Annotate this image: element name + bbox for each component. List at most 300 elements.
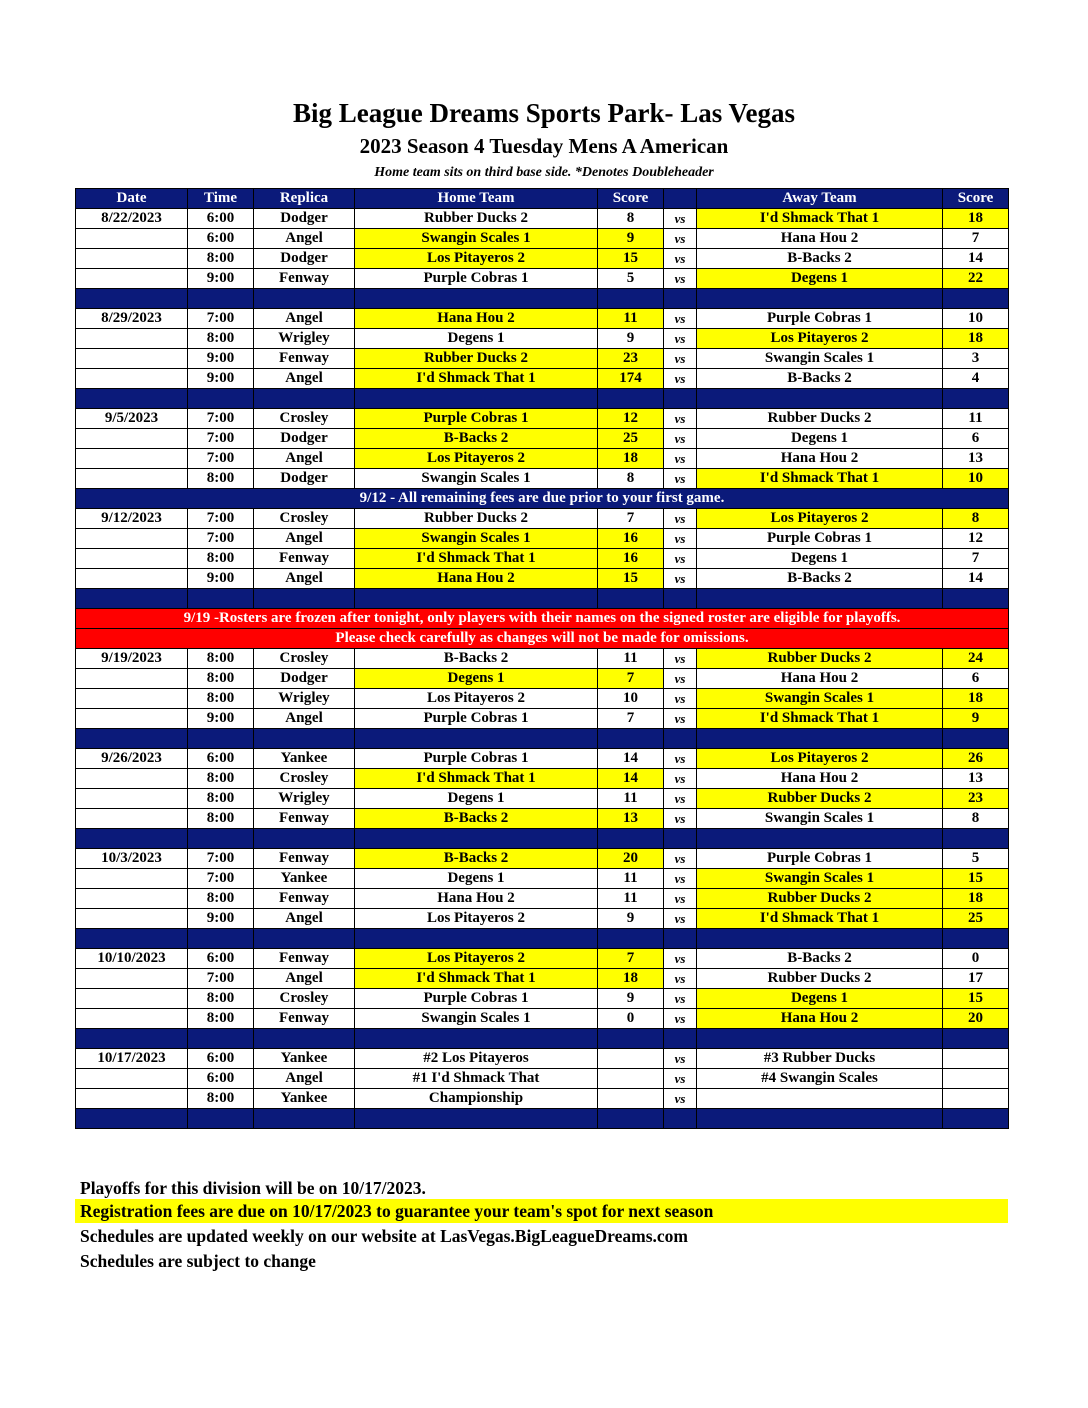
- game-row: [76, 849, 1009, 869]
- game-time: 9:00: [188, 909, 254, 929]
- home-score: 11: [598, 309, 664, 329]
- game-field: Dodger: [254, 669, 355, 689]
- away-score: 10: [943, 469, 1009, 489]
- game-date: 9/5/2023: [76, 409, 188, 429]
- game-row: [76, 969, 1009, 989]
- game-time: 7:00: [188, 509, 254, 529]
- game-time: 9:00: [188, 569, 254, 589]
- game-row: [76, 329, 1009, 349]
- game-row: [76, 649, 1009, 669]
- home-score: 12: [598, 409, 664, 429]
- separator-cell: [188, 829, 254, 849]
- game-time: 7:00: [188, 969, 254, 989]
- game-field: Wrigley: [254, 689, 355, 709]
- home-score: [598, 1049, 664, 1069]
- home-team: Hana Hou 2: [355, 309, 598, 329]
- vs-label: vs: [664, 649, 697, 669]
- game-row: [76, 669, 1009, 689]
- away-score: 18: [943, 689, 1009, 709]
- away-team: #3 Rubber Ducks: [697, 1049, 943, 1069]
- home-team: Purple Cobras 1: [355, 989, 598, 1009]
- away-team: Degens 1: [697, 269, 943, 289]
- game-row: [76, 869, 1009, 889]
- game-time: 7:00: [188, 849, 254, 869]
- separator-cell: [598, 729, 664, 749]
- home-score: 11: [598, 649, 664, 669]
- separator-cell: [355, 829, 598, 849]
- vs-label: vs: [664, 309, 697, 329]
- game-date: 9/26/2023: [76, 749, 188, 769]
- game-time: 8:00: [188, 1009, 254, 1029]
- home-score: 5: [598, 269, 664, 289]
- home-score: 25: [598, 429, 664, 449]
- away-team: [697, 1089, 943, 1109]
- separator-cell: [254, 389, 355, 409]
- away-team: Rubber Ducks 2: [697, 789, 943, 809]
- away-score: 23: [943, 789, 1009, 809]
- page-title: Big League Dreams Sports Park- Las Vegas: [292, 98, 796, 128]
- game-time: 8:00: [188, 669, 254, 689]
- away-score: 9: [943, 709, 1009, 729]
- separator-cell: [355, 1029, 598, 1049]
- separator-cell: [76, 1109, 188, 1129]
- separator-cell: [697, 1029, 943, 1049]
- vs-label: vs: [664, 429, 697, 449]
- game-row: [76, 549, 1009, 569]
- separator-row: [76, 729, 1009, 749]
- home-team: Rubber Ducks 2: [355, 349, 598, 369]
- game-field: Dodger: [254, 429, 355, 449]
- vs-label: vs: [664, 269, 697, 289]
- vs-label: vs: [664, 689, 697, 709]
- away-team: Los Pitayeros 2: [697, 509, 943, 529]
- vs-label: vs: [664, 889, 697, 909]
- separator-cell: [76, 589, 188, 609]
- away-score: 25: [943, 909, 1009, 929]
- game-field: Wrigley: [254, 789, 355, 809]
- game-row: [76, 769, 1009, 789]
- away-team: Hana Hou 2: [697, 229, 943, 249]
- game-date: [76, 429, 188, 449]
- away-team: B-Backs 2: [697, 369, 943, 389]
- home-team: #2 Los Pitayeros: [355, 1049, 598, 1069]
- vs-label: vs: [664, 349, 697, 369]
- home-team: Los Pitayeros 2: [355, 689, 598, 709]
- away-score: 18: [943, 329, 1009, 349]
- vs-label: vs: [664, 369, 697, 389]
- game-row: [76, 989, 1009, 1009]
- game-time: 6:00: [188, 749, 254, 769]
- home-score: 11: [598, 869, 664, 889]
- away-score: 7: [943, 229, 1009, 249]
- away-team: Degens 1: [697, 429, 943, 449]
- separator-cell: [943, 589, 1009, 609]
- separator-cell: [76, 289, 188, 309]
- home-team: Hana Hou 2: [355, 889, 598, 909]
- game-field: Crosley: [254, 649, 355, 669]
- game-field: Angel: [254, 909, 355, 929]
- home-team: #1 I'd Shmack That: [355, 1069, 598, 1089]
- game-field: Crosley: [254, 989, 355, 1009]
- game-field: Dodger: [254, 469, 355, 489]
- game-field: Angel: [254, 529, 355, 549]
- vs-label: vs: [664, 989, 697, 1009]
- vs-label: vs: [664, 869, 697, 889]
- vs-label: vs: [664, 249, 697, 269]
- away-team: Purple Cobras 1: [697, 529, 943, 549]
- game-field: Angel: [254, 449, 355, 469]
- separator-cell: [355, 289, 598, 309]
- separator-cell: [697, 829, 943, 849]
- game-row: [76, 709, 1009, 729]
- separator-cell: [254, 729, 355, 749]
- home-team: B-Backs 2: [355, 649, 598, 669]
- game-row: [76, 789, 1009, 809]
- home-team: Degens 1: [355, 789, 598, 809]
- separator-cell: [355, 1109, 598, 1129]
- home-score: 11: [598, 889, 664, 909]
- alert-row: [76, 609, 1009, 629]
- game-time: 7:00: [188, 309, 254, 329]
- game-field: Fenway: [254, 949, 355, 969]
- separator-cell: [598, 829, 664, 849]
- game-row: [76, 1089, 1009, 1109]
- home-score: 15: [598, 249, 664, 269]
- header-vs: [664, 189, 697, 209]
- game-row: [76, 269, 1009, 289]
- game-date: [76, 269, 188, 289]
- game-time: 8:00: [188, 689, 254, 709]
- away-score: 13: [943, 449, 1009, 469]
- game-time: 7:00: [188, 409, 254, 429]
- away-team: Degens 1: [697, 549, 943, 569]
- away-score: 15: [943, 989, 1009, 1009]
- home-team: Hana Hou 2: [355, 569, 598, 589]
- home-team: Los Pitayeros 2: [355, 909, 598, 929]
- game-date: 9/12/2023: [76, 509, 188, 529]
- game-time: 8:00: [188, 249, 254, 269]
- separator-cell: [254, 929, 355, 949]
- game-time: 8:00: [188, 989, 254, 1009]
- game-date: [76, 709, 188, 729]
- game-time: 8:00: [188, 329, 254, 349]
- away-score: 17: [943, 969, 1009, 989]
- vs-label: vs: [664, 209, 697, 229]
- schedule-note: Home team sits on third base side. *Denotes Doubleheader: [374, 165, 714, 180]
- separator-cell: [355, 589, 598, 609]
- game-row: [76, 689, 1009, 709]
- away-score: 0: [943, 949, 1009, 969]
- home-score: 18: [598, 969, 664, 989]
- away-team: Rubber Ducks 2: [697, 969, 943, 989]
- home-team: I'd Shmack That 1: [355, 549, 598, 569]
- alert-row: [76, 629, 1009, 649]
- away-team: I'd Shmack That 1: [697, 469, 943, 489]
- away-score: [943, 1089, 1009, 1109]
- away-team: Rubber Ducks 2: [697, 889, 943, 909]
- separator-cell: [76, 1029, 188, 1049]
- game-date: [76, 769, 188, 789]
- home-score: 16: [598, 529, 664, 549]
- header-away-score: Score: [943, 189, 1009, 209]
- home-team: Championship: [355, 1089, 598, 1109]
- separator-cell: [188, 389, 254, 409]
- game-date: [76, 1009, 188, 1029]
- game-date: 8/29/2023: [76, 309, 188, 329]
- game-date: 10/3/2023: [76, 849, 188, 869]
- separator-cell: [598, 929, 664, 949]
- footer-registration: Registration fees are due on 10/17/2023 to guarantee your team's spot for next season: [75, 1199, 1008, 1223]
- game-date: [76, 1089, 188, 1109]
- game-field: Yankee: [254, 1089, 355, 1109]
- game-time: 9:00: [188, 709, 254, 729]
- game-time: 8:00: [188, 649, 254, 669]
- home-score: 11: [598, 789, 664, 809]
- schedule-table: [75, 188, 1009, 1129]
- game-date: [76, 809, 188, 829]
- separator-cell: [188, 1029, 254, 1049]
- away-score: 6: [943, 669, 1009, 689]
- away-team: Purple Cobras 1: [697, 849, 943, 869]
- game-field: Fenway: [254, 849, 355, 869]
- game-row: [76, 809, 1009, 829]
- separator-cell: [943, 1109, 1009, 1129]
- footer-website: Schedules are updated weekly on our website at LasVegas.BigLeagueDreams.com: [80, 1226, 688, 1246]
- away-score: 14: [943, 249, 1009, 269]
- home-score: 13: [598, 809, 664, 829]
- game-date: [76, 529, 188, 549]
- game-row: [76, 529, 1009, 549]
- away-score: [943, 1049, 1009, 1069]
- vs-label: vs: [664, 469, 697, 489]
- away-team: B-Backs 2: [697, 949, 943, 969]
- vs-label: vs: [664, 549, 697, 569]
- home-score: 14: [598, 769, 664, 789]
- game-time: 8:00: [188, 1089, 254, 1109]
- game-time: 8:00: [188, 789, 254, 809]
- game-date: 10/10/2023: [76, 949, 188, 969]
- game-date: [76, 449, 188, 469]
- home-score: [598, 1089, 664, 1109]
- vs-label: vs: [664, 329, 697, 349]
- home-team: Swangin Scales 1: [355, 229, 598, 249]
- away-team: I'd Shmack That 1: [697, 709, 943, 729]
- game-time: 7:00: [188, 449, 254, 469]
- separator-cell: [943, 289, 1009, 309]
- home-score: 7: [598, 509, 664, 529]
- away-team: I'd Shmack That 1: [697, 909, 943, 929]
- alert-text: 9/19 -Rosters are frozen after tonight, only players with their names on the signed roster are eligible for playoffs.: [76, 609, 1009, 629]
- game-time: 7:00: [188, 529, 254, 549]
- header-home-team: Home Team: [355, 189, 598, 209]
- home-score: 23: [598, 349, 664, 369]
- home-team: Los Pitayeros 2: [355, 249, 598, 269]
- home-team: Degens 1: [355, 869, 598, 889]
- game-date: [76, 969, 188, 989]
- vs-label: vs: [664, 709, 697, 729]
- game-date: [76, 329, 188, 349]
- separator-cell: [598, 589, 664, 609]
- home-score: 14: [598, 749, 664, 769]
- game-date: [76, 789, 188, 809]
- game-field: Crosley: [254, 769, 355, 789]
- game-date: 8/22/2023: [76, 209, 188, 229]
- separator-cell: [697, 589, 943, 609]
- home-team: Los Pitayeros 2: [355, 949, 598, 969]
- separator-row: [76, 1109, 1009, 1129]
- separator-cell: [254, 829, 355, 849]
- separator-cell: [943, 389, 1009, 409]
- vs-label: vs: [664, 1009, 697, 1029]
- home-team: Degens 1: [355, 669, 598, 689]
- game-date: [76, 569, 188, 589]
- game-field: Angel: [254, 369, 355, 389]
- home-team: B-Backs 2: [355, 849, 598, 869]
- away-team: Degens 1: [697, 989, 943, 1009]
- home-team: Degens 1: [355, 329, 598, 349]
- page-subtitle: 2023 Season 4 Tuesday Mens A American: [359, 134, 729, 158]
- game-time: 9:00: [188, 369, 254, 389]
- away-score: 10: [943, 309, 1009, 329]
- away-score: 18: [943, 209, 1009, 229]
- away-team: Swangin Scales 1: [697, 869, 943, 889]
- away-team: Los Pitayeros 2: [697, 749, 943, 769]
- home-team: Purple Cobras 1: [355, 749, 598, 769]
- game-row: [76, 1009, 1009, 1029]
- game-field: Fenway: [254, 1009, 355, 1029]
- header-home-score: Score: [598, 189, 664, 209]
- separator-cell: [943, 729, 1009, 749]
- home-score: 9: [598, 989, 664, 1009]
- game-row: [76, 1069, 1009, 1089]
- away-team: Los Pitayeros 2: [697, 329, 943, 349]
- game-time: 6:00: [188, 949, 254, 969]
- separator-cell: [697, 929, 943, 949]
- game-time: 8:00: [188, 889, 254, 909]
- home-team: Rubber Ducks 2: [355, 209, 598, 229]
- separator-cell: [697, 1109, 943, 1129]
- away-team: #4 Swangin Scales: [697, 1069, 943, 1089]
- vs-label: vs: [664, 669, 697, 689]
- separator-cell: [76, 389, 188, 409]
- away-team: Purple Cobras 1: [697, 309, 943, 329]
- away-team: B-Backs 2: [697, 249, 943, 269]
- game-field: Angel: [254, 969, 355, 989]
- separator-row: [76, 389, 1009, 409]
- separator-cell: [664, 929, 697, 949]
- home-team: Purple Cobras 1: [355, 709, 598, 729]
- game-date: 9/19/2023: [76, 649, 188, 669]
- game-row: [76, 949, 1009, 969]
- separator-cell: [664, 1109, 697, 1129]
- home-team: Purple Cobras 1: [355, 409, 598, 429]
- home-score: 18: [598, 449, 664, 469]
- header-away-team: Away Team: [697, 189, 943, 209]
- away-score: 8: [943, 509, 1009, 529]
- away-score: 14: [943, 569, 1009, 589]
- game-row: [76, 409, 1009, 429]
- game-field: Fenway: [254, 269, 355, 289]
- game-date: [76, 669, 188, 689]
- away-team: Rubber Ducks 2: [697, 409, 943, 429]
- game-field: Angel: [254, 229, 355, 249]
- separator-cell: [355, 389, 598, 409]
- game-date: [76, 689, 188, 709]
- game-time: 6:00: [188, 229, 254, 249]
- away-team: I'd Shmack That 1: [697, 209, 943, 229]
- home-team: Swangin Scales 1: [355, 1009, 598, 1029]
- away-score: 7: [943, 549, 1009, 569]
- separator-cell: [697, 729, 943, 749]
- away-score: 12: [943, 529, 1009, 549]
- game-date: [76, 549, 188, 569]
- game-date: 10/17/2023: [76, 1049, 188, 1069]
- game-time: 7:00: [188, 429, 254, 449]
- separator-row: [76, 829, 1009, 849]
- separator-cell: [664, 829, 697, 849]
- game-row: [76, 429, 1009, 449]
- notice-text: 9/12 - All remaining fees are due prior to your first game.: [76, 489, 1009, 509]
- game-row: [76, 209, 1009, 229]
- game-date: [76, 469, 188, 489]
- home-score: 7: [598, 669, 664, 689]
- separator-cell: [697, 389, 943, 409]
- home-score: [598, 1069, 664, 1089]
- home-team: Rubber Ducks 2: [355, 509, 598, 529]
- separator-cell: [188, 729, 254, 749]
- alert-text: Please check carefully as changes will not be made for omissions.: [76, 629, 1009, 649]
- header-row: [76, 189, 1009, 209]
- game-row: [76, 469, 1009, 489]
- game-row: [76, 749, 1009, 769]
- game-row: [76, 909, 1009, 929]
- separator-cell: [254, 289, 355, 309]
- game-field: Fenway: [254, 549, 355, 569]
- home-score: 16: [598, 549, 664, 569]
- separator-cell: [664, 729, 697, 749]
- game-row: [76, 349, 1009, 369]
- game-date: [76, 869, 188, 889]
- away-team: Hana Hou 2: [697, 669, 943, 689]
- game-time: 9:00: [188, 269, 254, 289]
- game-field: Fenway: [254, 349, 355, 369]
- away-team: Rubber Ducks 2: [697, 649, 943, 669]
- separator-cell: [355, 929, 598, 949]
- away-score: 22: [943, 269, 1009, 289]
- game-row: [76, 229, 1009, 249]
- home-team: I'd Shmack That 1: [355, 969, 598, 989]
- game-field: Angel: [254, 1069, 355, 1089]
- game-date: [76, 249, 188, 269]
- game-time: 6:00: [188, 1049, 254, 1069]
- separator-cell: [254, 1109, 355, 1129]
- game-field: Yankee: [254, 1049, 355, 1069]
- game-field: Wrigley: [254, 329, 355, 349]
- home-score: 9: [598, 329, 664, 349]
- game-field: Crosley: [254, 509, 355, 529]
- home-score: 9: [598, 229, 664, 249]
- separator-cell: [943, 829, 1009, 849]
- home-team: Swangin Scales 1: [355, 529, 598, 549]
- away-score: 6: [943, 429, 1009, 449]
- footer-disclaimer: Schedules are subject to change: [80, 1251, 316, 1271]
- game-date: [76, 889, 188, 909]
- away-team: Hana Hou 2: [697, 769, 943, 789]
- game-row: [76, 309, 1009, 329]
- separator-cell: [76, 829, 188, 849]
- game-date: [76, 229, 188, 249]
- separator-cell: [188, 1109, 254, 1129]
